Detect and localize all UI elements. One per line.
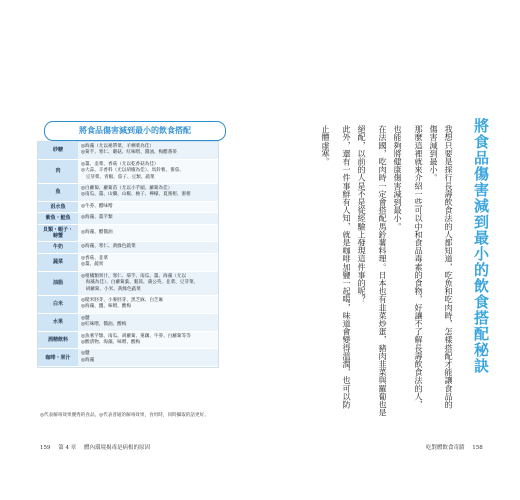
footer-right [420, 443, 483, 451]
pairing-line: ◎糙米胚芽、小麥胚芽、黑芝麻、白芝麻 [81, 297, 164, 303]
pairing-line: ◎南瓜、薑、山藥、山椒、柚子、檸檬、夏蜜柑、蜜柑 [81, 192, 191, 198]
paragraph: 止體虛寒。 [321, 125, 331, 166]
food-category: 肉 [38, 159, 78, 183]
pairing-foods [78, 295, 218, 313]
table-row [38, 331, 218, 349]
pairing-line: ◎海藻、寒仁、黃綠色蔬菜 [81, 244, 136, 250]
food-pairing-table [37, 141, 219, 368]
food-category: 砂糖 [38, 142, 78, 159]
table-row [38, 271, 218, 295]
pairing-line: ◎香菇、韭菜 [81, 255, 108, 261]
chapter-label: 第 4 章 [58, 445, 77, 451]
pairing-line: 海藻為佳）、白蘿蔔葉、魁蒿、蒲公英、韭菜、豆芽菜、 [81, 280, 199, 286]
pairing-foods [78, 242, 218, 253]
page-number-left: 159 [40, 445, 51, 451]
pairing-line: ◎紅味噌、醬油、酸梅 [81, 322, 127, 328]
pairing-foods [78, 201, 218, 212]
pairing-foods [78, 142, 218, 159]
pairing-line: 胡蘿蔔、小米、黃綠色蔬菜 [81, 286, 141, 292]
pairing-line: ◎海藻 [81, 357, 95, 363]
food-category: 魚 [38, 184, 78, 202]
table-body [38, 142, 218, 367]
pairing-line: ◎海藻、醋醬油 [81, 229, 113, 235]
pairing-foods [78, 253, 218, 271]
pairing-line: 豆芽菜、青椒、茄子、豆類、蔬菜 [81, 174, 155, 180]
pairing-foods [78, 213, 218, 224]
table-row [38, 313, 218, 331]
table-row [38, 142, 218, 159]
pairing-line: ◎海藻、薑芋類 [81, 215, 113, 221]
table-row [38, 224, 218, 242]
food-category: 牛奶 [38, 242, 78, 253]
table-row [38, 253, 218, 271]
food-category: 紫魚・鮭魚 [38, 213, 78, 224]
pairing-line: ◎薑、蔬果 [81, 262, 104, 268]
pairing-line: ◎柑橘類果汁、寒仁、菊芋、南瓜、薑、海藻（尤以 [81, 273, 187, 279]
pairing-foods [78, 224, 218, 242]
chapter-title: 體內環境揭毒是病根的原因 [84, 445, 151, 451]
pairing-line: ◎魚薯芋類、南瓜、胡蘿蔔、蓮藕、牛蒡、白蘿蔔等等 [81, 333, 191, 339]
food-category: 白米 [38, 295, 78, 313]
table-row [38, 201, 218, 212]
paragraph: 也能夠將健康傷害減到最小。 [393, 125, 403, 231]
pairing-foods [78, 159, 218, 183]
food-category: 沮水魚 [38, 201, 78, 212]
section-headline: 將食品傷害減到最小的飲食搭配秘訣 [472, 118, 490, 374]
table-title: 將食品傷害減到最小的飲食搭配 [44, 121, 226, 141]
table-row [38, 159, 218, 183]
pairing-line: ◎酸漬物、海藻、味噌、酸梅 [81, 339, 141, 345]
pairing-line: ◎菊芋、寒仁、蘑菇、紅味噌、醬油、梅醋番茶 [81, 150, 177, 156]
pairing-foods [78, 349, 218, 367]
pairing-line: ◎鹽 [81, 315, 90, 321]
pairing-line: ◎海藻、鹽、味噌、酸梅 [81, 304, 131, 310]
book-title: 吃對體飲食奇蹟 [426, 445, 465, 451]
paragraph: 此外，還有一件事鮮有人知，就是咖啡加鹽一起喝，味道會變得溫潤，也可以防 [342, 125, 352, 409]
pairing-foods [78, 313, 218, 331]
paragraph: 我想只要是採行長壽飲食法的人都知道，吃魚和吃肉時，怎樣搭配才能讓食品的 [444, 125, 454, 409]
pairing-line: ◎薑、韭菜、香菇（尤以乾香菇為佳） [81, 161, 159, 167]
table-row [38, 242, 218, 253]
pairing-foods [78, 184, 218, 202]
table-row [38, 184, 218, 202]
food-category: 咖啡・果汁 [38, 349, 78, 367]
pairing-line: ◎鹽 [81, 351, 90, 357]
food-category: 油脂 [38, 271, 78, 295]
paragraph: 絕配，以前的人是不是從經驗上發現這件事的呢？ [357, 125, 367, 304]
pairing-line: ◎白蘿蔔、蘿蔔苗（尤以小芋頭、蘿蔔為佳） [81, 186, 173, 192]
food-category: 蔬菜 [38, 253, 78, 271]
food-category: 貝類・蝦子・螃蟹 [38, 224, 78, 242]
table-row [38, 213, 218, 224]
food-category: 水果 [38, 313, 78, 331]
paragraph: 在法國，吃肉時一定會搭配馬鈴薯料理。日本也有韭菜炒蛋，豬肉韭菜與羅蔔也是 [378, 125, 388, 417]
paragraph: 傷害減到最小。 [429, 125, 439, 182]
table-note: ◎代表解毒效果優秀的食品，◎代表普通的解毒效果，食用時，同時攝取的話更好。 [40, 413, 209, 418]
body-text [318, 125, 456, 425]
paragraph: 那麼這裡就來介紹一些可以中和食品毒素的食物，好讓不了解長壽飲食法的人， [414, 125, 424, 409]
table-row [38, 349, 218, 367]
pairing-line: ◎海藻（尤以裙帶菜、羊栖菜為佳） [81, 144, 154, 149]
page-number-right: 158 [472, 445, 483, 451]
pairing-line: ◎大蒜、辛香料（尤以胡椒為佳）、馬鈴薯、番茄、 [81, 168, 184, 174]
pairing-foods [78, 331, 218, 349]
footer-left [40, 443, 156, 451]
food-category: 酒精飲料 [38, 331, 78, 349]
table-row [38, 295, 218, 313]
pairing-line: ◎牛蒡、醋味噌 [81, 203, 113, 209]
pairing-foods [78, 271, 218, 295]
